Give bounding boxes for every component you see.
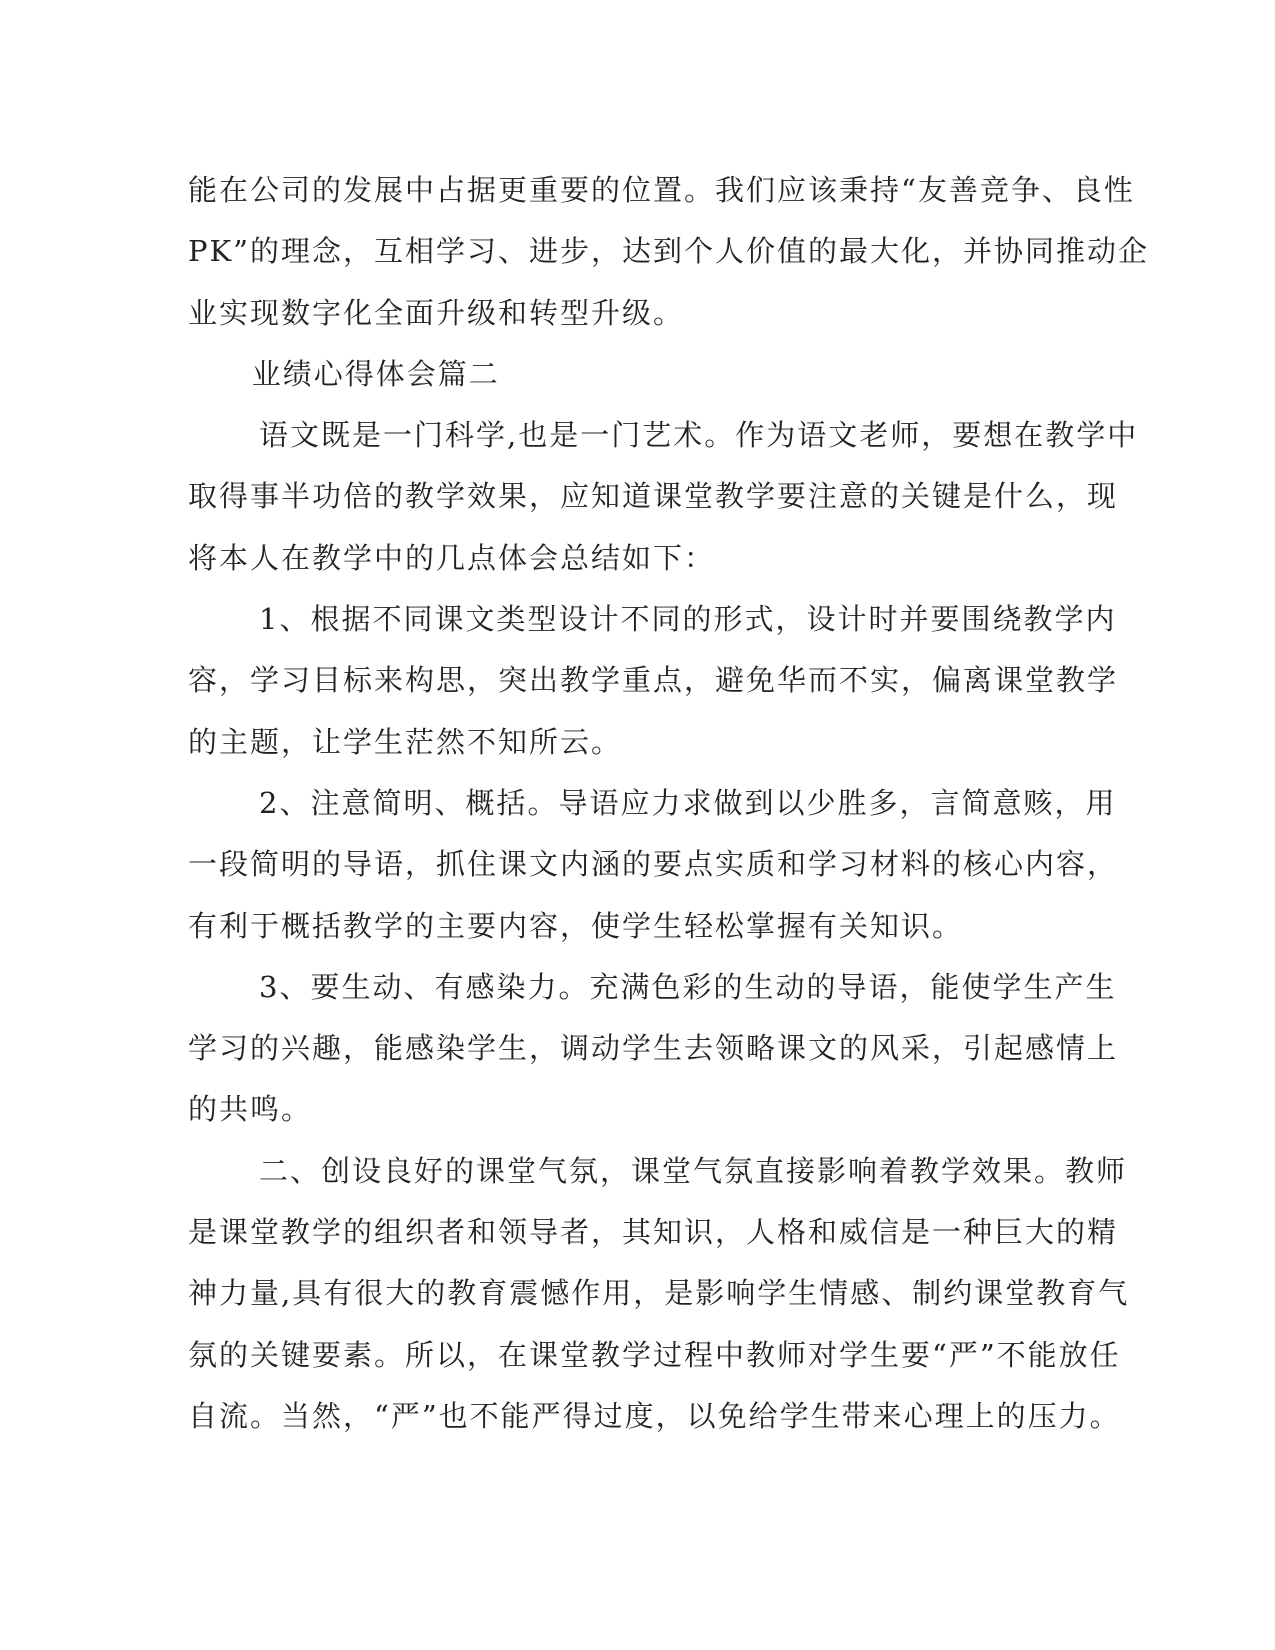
paragraph <box>188 160 1150 344</box>
text-line: 业实现数字化全面升级和转型升级。 <box>188 295 685 330</box>
text-line: 将本人在教学中的几点体会总结如下： <box>188 540 716 575</box>
paragraph <box>188 773 1119 957</box>
text-line: 1、根据不同课文类型设计不同的形式，设计时并要围绕教学内 <box>259 602 1117 637</box>
paragraph <box>188 1141 1130 1447</box>
text-line: 是课堂教学的组织者和领导者，其知识，人格和威信是一种巨大的精 <box>188 1215 1119 1250</box>
text-line: 取得事半功倍的教学效果，应知道课堂教学要注意的关键是什么，现 <box>188 479 1119 514</box>
text-line: 3、要生动、有感染力。充满色彩的生动的导语，能使学生产生 <box>259 969 1117 1004</box>
text-line: 的主题，让学生茫然不知所云。 <box>188 724 623 759</box>
heading-line: 业绩心得体会篇二 <box>251 356 500 391</box>
paragraph <box>188 957 1119 1141</box>
document-body <box>188 160 1150 1447</box>
text-line: 神力量,具有很大的教育震憾作用，是影响学生情感、制约课堂教育气 <box>188 1276 1130 1311</box>
text-line: 有利于概括教学的主要内容，使学生轻松掌握有关知识。 <box>188 908 964 943</box>
text-line: PK”的理念，互相学习、进步，达到个人价值的最大化，并协同推动企 <box>188 234 1150 269</box>
text-line: 2、注意简明、概括。导语应力求做到以少胜多，言简意赅，用 <box>259 785 1117 820</box>
text-line: 容，学习目标来构思，突出教学重点，避免华而不实，偏离课堂教学 <box>188 663 1119 698</box>
text-line: 学习的兴趣，能感染学生，调动学生去领略课文的风采，引起感情上 <box>188 1031 1119 1066</box>
text-line: 二、创设良好的课堂气氛，课堂气氛直接影响着教学效果。教师 <box>259 1153 1128 1188</box>
text-line: 语文既是一门科学,也是一门艺术。作为语文老师，要想在教学中 <box>259 418 1139 453</box>
paragraph <box>188 405 1139 589</box>
text-line: 一段简明的导语，抓住课文内涵的要点实质和学习材料的核心内容， <box>188 847 1119 882</box>
text-line: 氛的关键要素。所以，在课堂教学过程中教师对学生要“严”不能放任 <box>188 1337 1121 1372</box>
section-heading <box>188 344 1078 405</box>
paragraph <box>188 589 1119 773</box>
text-line: 的共鸣。 <box>188 1092 313 1127</box>
text-line: 能在公司的发展中占据更重要的位置。我们应该秉持“友善竞争、良性 <box>188 173 1135 207</box>
text-line: 自流。当然，“严”也不能严得过度，以免给学生带来心理上的压力。 <box>188 1398 1121 1433</box>
